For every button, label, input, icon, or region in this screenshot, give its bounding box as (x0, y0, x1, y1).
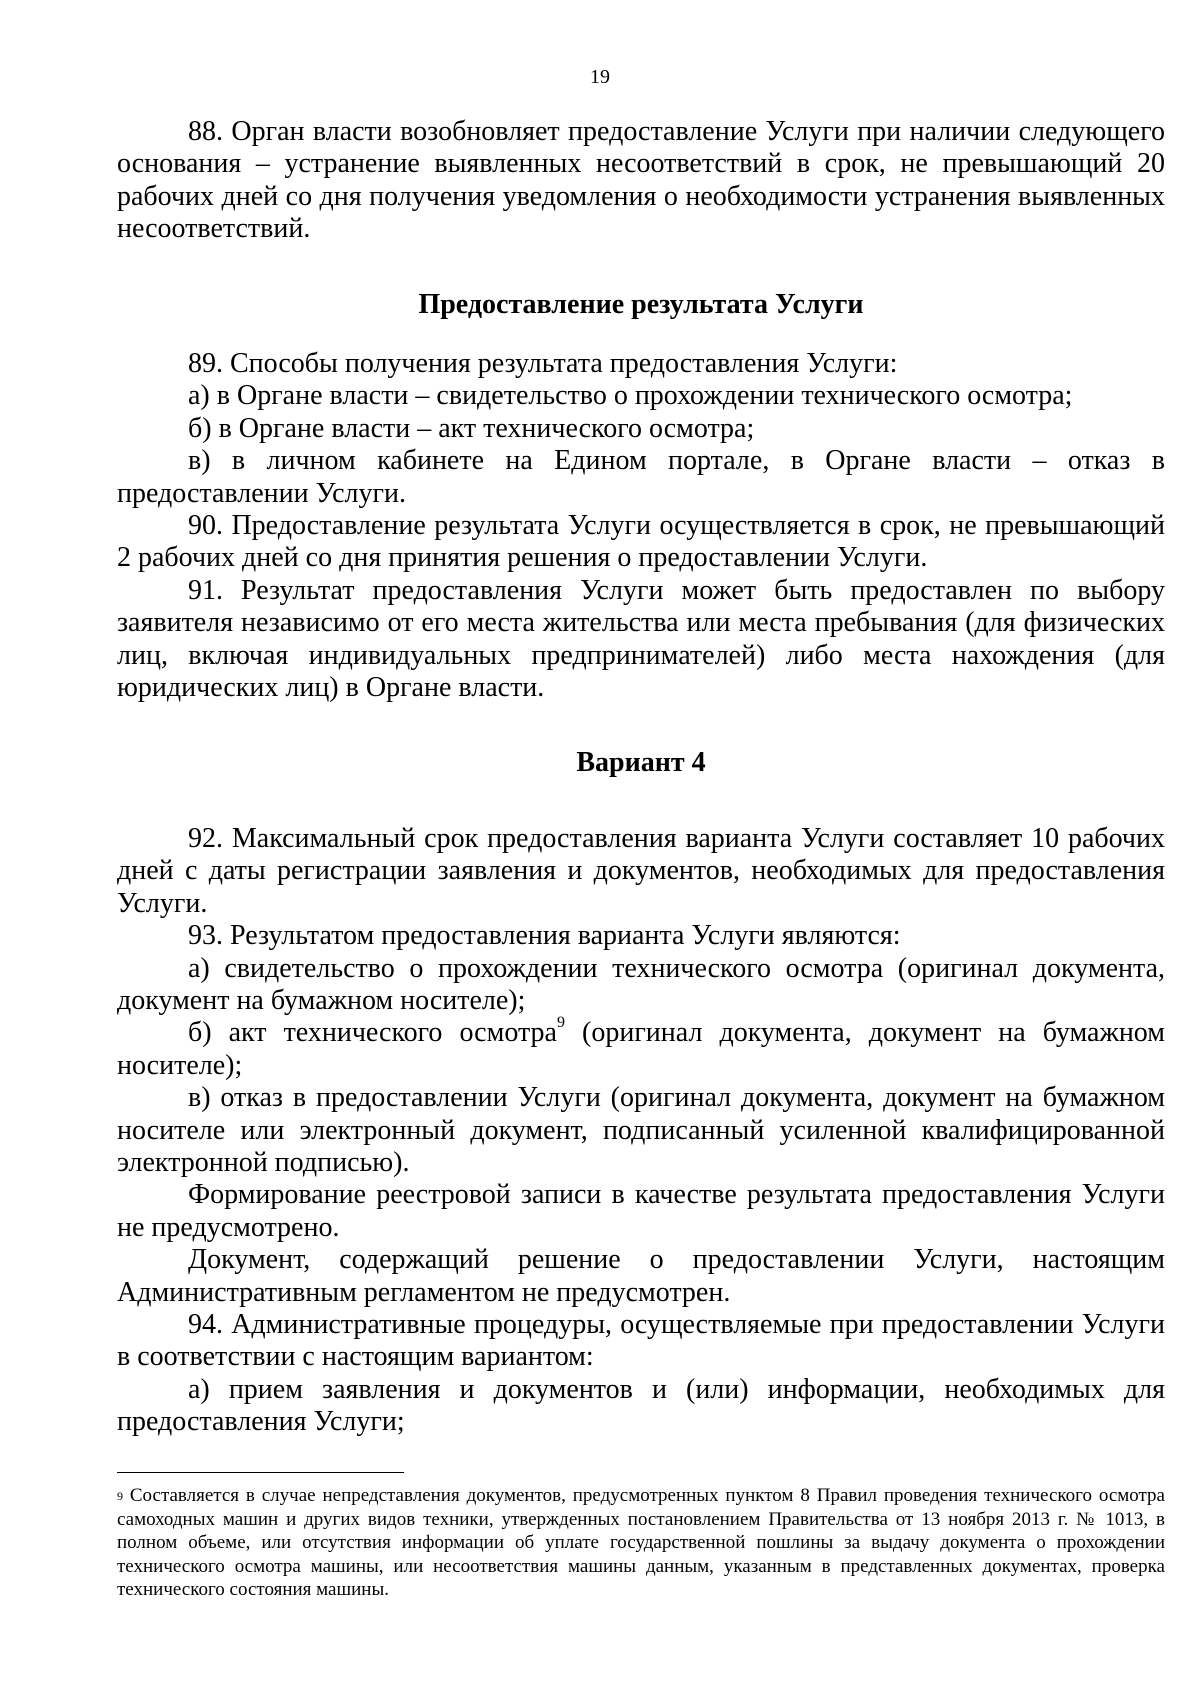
paragraph-92: 92. Максимальный срок предоставления варианта Услуги составляет 10 рабочих дней с даты регистрации заявления и документов, необходимых для предоставления Услуги. (117, 822, 1165, 919)
list-item-89b: б) в Органе власти – акт технического осмотра; (188, 412, 755, 444)
footnote-9 (117, 1484, 1165, 1602)
footnote-reference[interactable]: 9 (556, 1014, 565, 1032)
footnote-separator (117, 1472, 404, 1473)
paragraph-registry-note: Формирование реестровой записи в качестве результата предоставления Услуги не предусмотрено. (117, 1179, 1165, 1243)
footnote-text: Составляется в случае непредставления документов, предусмотренных пунктом 8 Правил проведения технического осмотра самоходных машин и других видов техники, утвержденных постановлением Правительства от 13 ноября 2013 г. № 1013, в полном объеме, или отсутствия информации об уплате государственной пошлины за выдачу документа о прохождении технического осмотра машины, или несоответствия машины данным, указанным в представленных документах, проверка технического состояния машины. (117, 1485, 1165, 1601)
page-number: 19 (590, 66, 610, 88)
section-heading-variant-4: Вариант 4 (576, 746, 706, 778)
paragraph-93: 93. Результатом предоставления варианта Услуги являются: (188, 920, 901, 952)
list-item-93c: в) отказ в предоставлении Услуги (оригинал документа, документ на бумажном носителе или электронный документ, подписанный усиленной квалифицированной электронной подписью). (117, 1082, 1165, 1178)
paragraph-89: 89. Способы получения результата предоставления Услуги: (188, 348, 898, 380)
list-item-93a: а) свидетельство о прохождении технического осмотра (оригинал документа, документ на бумажном носителе); (117, 952, 1165, 1016)
paragraph-90: 90. Предоставление результата Услуги осуществляется в срок, не превышающий 2 рабочих дней со дня принятия решения о предоставлении Услуги. (117, 510, 1165, 574)
paragraph-94: 94. Административные процедуры, осуществляемые при предоставлении Услуги в соответствии с настоящим вариантом: (117, 1309, 1165, 1373)
list-item-94a: а) прием заявления и документов и (или) информации, необходимых для предоставления Услуги; (117, 1373, 1165, 1438)
list-item-89a: а) в Органе власти – свидетельство о прохождении технического осмотра; (188, 380, 1073, 412)
document-body (117, 116, 1165, 1439)
footnote-mark: 9 (117, 1489, 123, 1503)
list-item-93b (117, 1014, 1165, 1082)
paragraph-decision-doc-note: Документ, содержащий решение о предоставлении Услуги, настоящим Административным регламентом не предусмотрен. (117, 1244, 1165, 1308)
list-item-93b-text-rest: (оригинал документа, документ на бумажном носителе); (117, 1017, 1165, 1081)
paragraph-88: 88. Орган власти возобновляет предоставление Услуги при наличии следующего основания – устранение выявленных несоответствий в срок, не превышающий 20 рабочих дней со дня получения уведомления о необходимости устранения выявленных несоответствий. (117, 116, 1165, 245)
list-item-93b-text: б) акт технического осмотра (188, 1017, 557, 1049)
section-heading-result: Предоставление результата Услуги (418, 288, 864, 320)
list-item-89c: в) в личном кабинете на Едином портале, в Органе власти – отказ в предоставлении Услуги. (117, 445, 1165, 509)
paragraph-91: 91. Результат предоставления Услуги может быть предоставлен по выбору заявителя независимо от его места жительства или места пребывания (для физических лиц, включая индивидуальных предпринимателей) либо места нахождения (для юридических лиц) в Органе власти. (117, 574, 1165, 704)
